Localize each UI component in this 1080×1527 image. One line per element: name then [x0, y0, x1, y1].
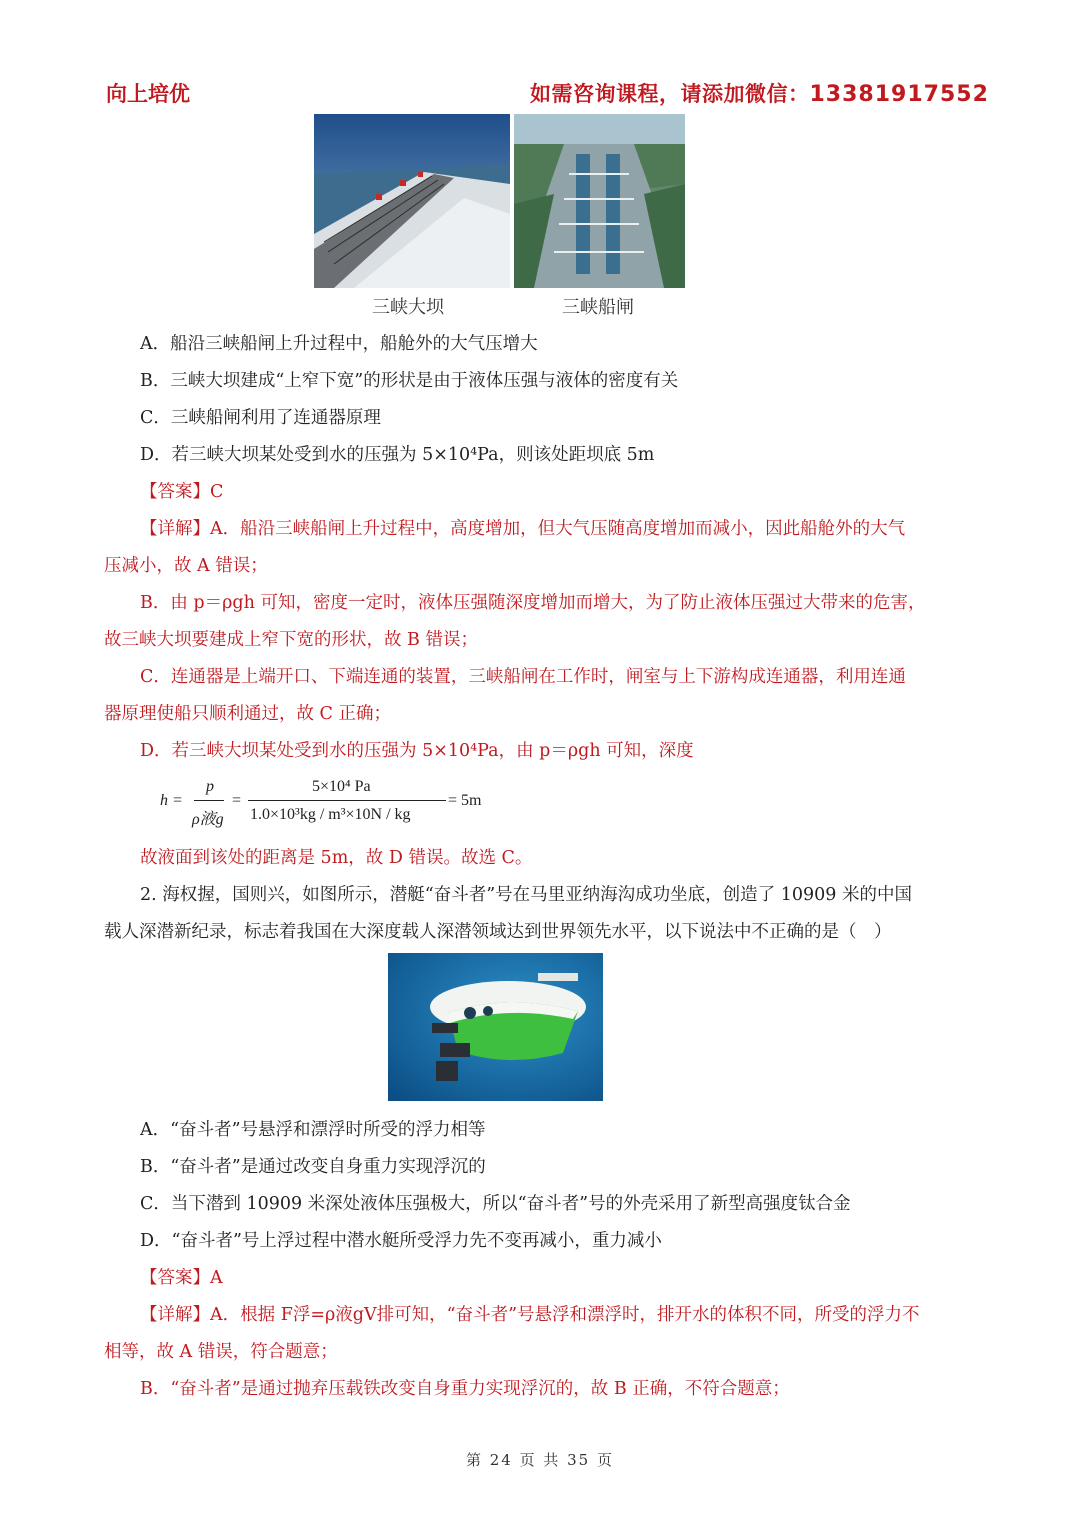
fendouzhe-submarine-photo: [388, 953, 603, 1101]
formula-frac2-bar: [248, 800, 446, 801]
q1-detail-b-2: 故三峡大坝要建成上窄下宽的形状，故 B 错误；: [104, 630, 478, 650]
three-gorges-dam-photo: [314, 114, 510, 288]
q2-option-b: B．“奋斗者”是通过改变自身重力实现浮沉的: [140, 1157, 486, 1177]
formula-frac1-num: p: [206, 778, 214, 795]
q2-option-d: D．“奋斗者”号上浮过程中潜水艇所受浮力先不变再减小，重力减小: [140, 1231, 662, 1251]
wechat-phone: 13381917552: [809, 82, 989, 107]
three-gorges-shiplock-photo: [514, 114, 685, 288]
caption-dam: 三峡大坝: [372, 297, 444, 318]
q1-option-a: A．船沿三峡船闸上升过程中，船舱外的大气压增大: [140, 334, 538, 354]
q1-answer: 【答案】C: [140, 482, 224, 502]
q1-detail-c-1: C．连通器是上端开口、下端连通的装置，三峡船闸在工作时，闸室与上下游构成连通器，利用连通: [140, 667, 906, 687]
formula-frac2-num: 5×10⁴ Pa: [312, 778, 371, 795]
caption-shiplock: 三峡船闸: [562, 297, 634, 318]
q2-option-c: C．当下潜到 10909 米深处液体压强极大，所以“奋斗者”号的外壳采用了新型高强度钛合金: [140, 1194, 851, 1214]
q2-stem-1: 2. 海权握，国则兴，如图所示，潜艇“奋斗者”号在马里亚纳海沟成功坐底，创造了 10909 米的中国: [140, 885, 912, 905]
q2-detail-b-1: B．“奋斗者”是通过抛弃压载铁改变自身重力实现浮沉的，故 B 正确，不符合题意；: [140, 1379, 790, 1399]
q2-detail-a-2: 相等，故 A 错误，符合题意；: [104, 1342, 338, 1362]
q2-option-a: A．“奋斗者”号悬浮和漂浮时所受的浮力相等: [140, 1120, 486, 1140]
q1-option-c: C．三峡船闸利用了连通器原理: [140, 408, 381, 428]
q1-option-b: B．三峡大坝建成“上窄下宽”的形状是由于液体压强与液体的密度有关: [140, 371, 679, 391]
formula-frac1-bar: [194, 800, 224, 801]
q1-detail-d-1: D．若三峡大坝某处受到水的压强为 5×10⁴Pa，由 p＝ρgh 可知，深度: [140, 741, 694, 761]
page-number: 第 24 页 共 35 页: [465, 1451, 614, 1469]
q1-option-d: D．若三峡大坝某处受到水的压强为 5×10⁴Pa，则该处距坝底 5m: [140, 445, 655, 465]
formula-lhs: h =: [160, 792, 183, 809]
depth-formula: [160, 776, 520, 832]
contact-prefix: 如需咨询课程，请添加微信：: [530, 82, 810, 106]
q2-detail-a-1: 【详解】A．根据 F浮=ρ液gV排可知，“奋斗者”号悬浮和漂浮时，排开水的体积不同，所受的浮力不: [140, 1305, 920, 1325]
formula-eq: =: [232, 792, 242, 809]
q1-detail-b-1: B．由 p＝ρgh 可知，密度一定时，液体压强随深度增加而增大，为了防止液体压强过大带来的危害，: [140, 593, 926, 613]
formula-frac1-den: ρ液g: [192, 811, 224, 828]
q1-detail-d-2: 故液面到该处的距离是 5m，故 D 错误。故选 C。: [140, 848, 533, 868]
q2-answer: 【答案】A: [140, 1268, 223, 1288]
q1-detail-c-2: 器原理使船只顺利通过，故 C 正确；: [104, 704, 392, 724]
q1-detail-a-1: 【详解】A．船沿三峡船闸上升过程中，高度增加，但大气压随高度增加而减小，因此船舱外的大气: [140, 519, 906, 539]
q1-detail-a-2: 压减小，故 A 错误；: [104, 556, 268, 576]
formula-result: = 5m: [448, 792, 482, 809]
q2-stem-2: 载人深潜新纪录，标志着我国在大深度载人深潜领域达到世界领先水平，以下说法中不正确的是（ ）: [104, 922, 892, 942]
formula-frac2-den: 1.0×10³kg / m³×10N / kg: [250, 806, 411, 823]
brand-name: 向上培优: [106, 82, 190, 106]
contact-line: [530, 78, 989, 108]
